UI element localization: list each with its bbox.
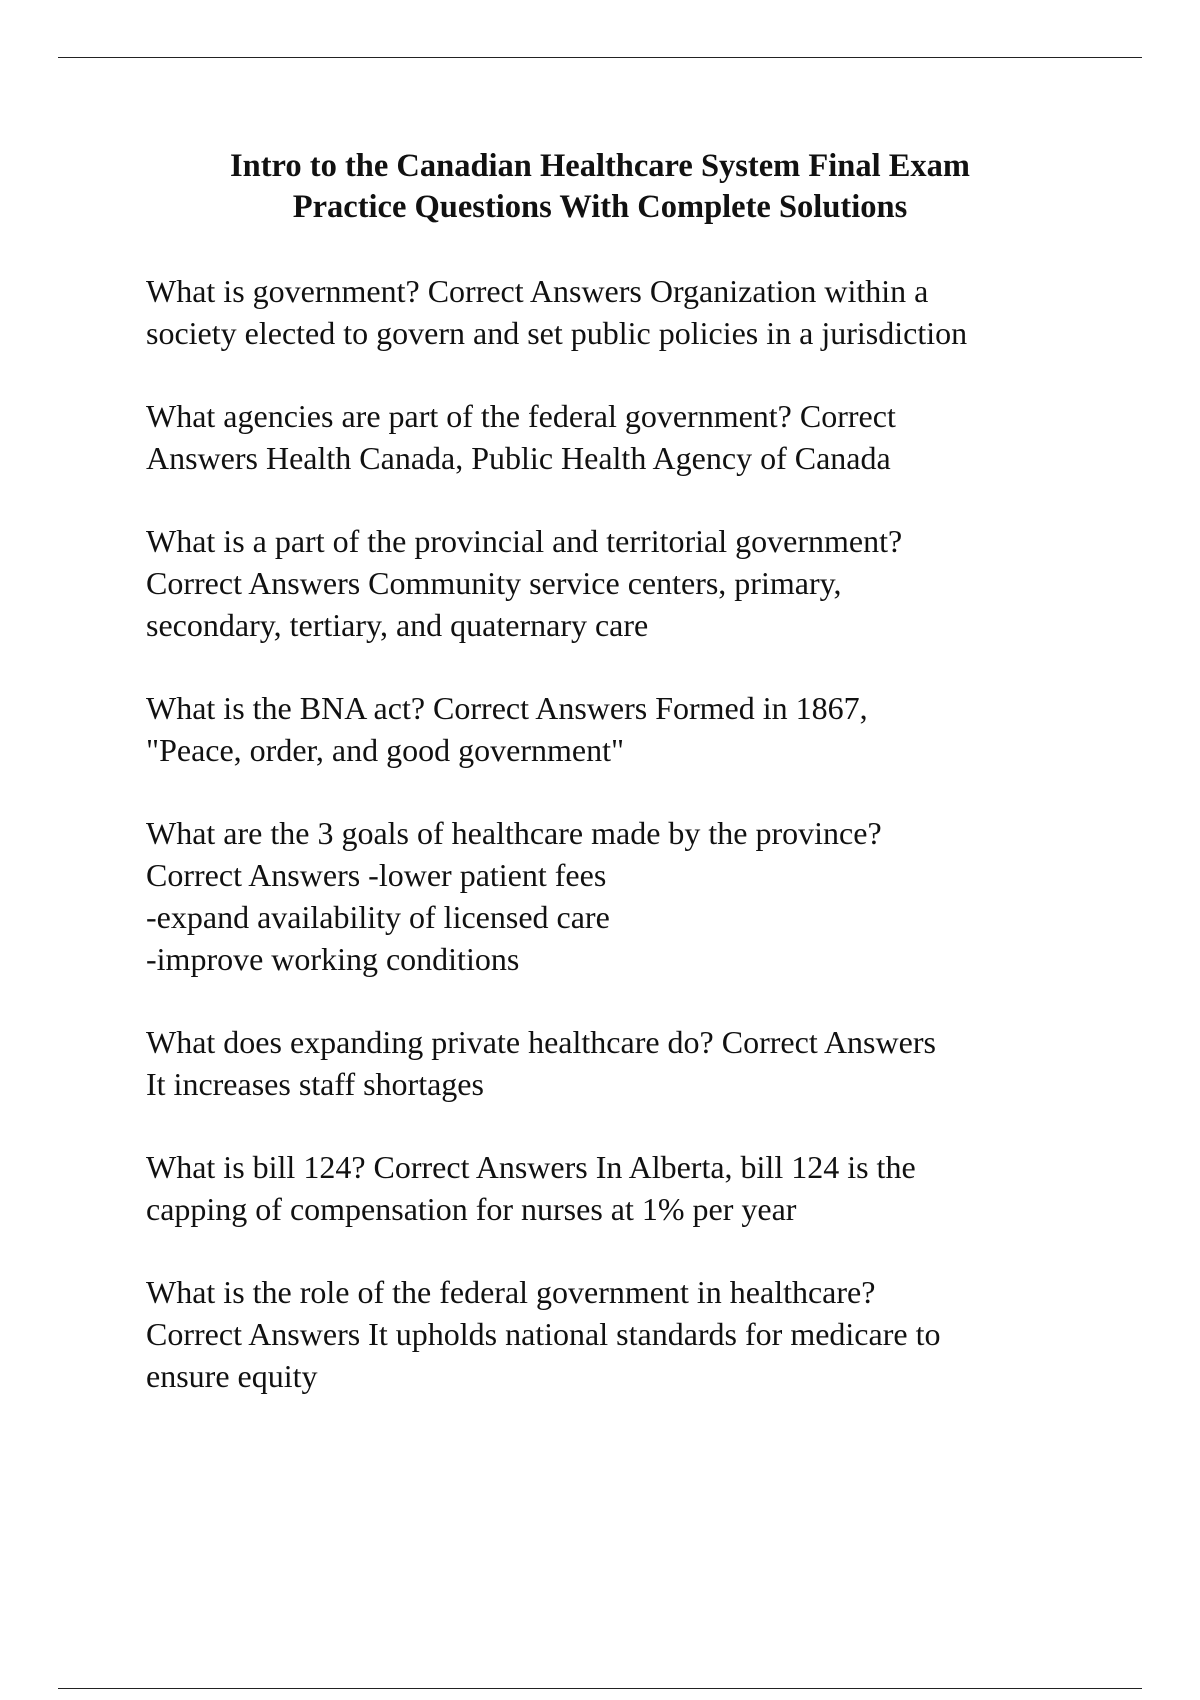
qa-line: What agencies are part of the federal government? Correct [146, 398, 896, 434]
qa-line: ensure equity [146, 1358, 318, 1394]
qa-item-provincial-territorial [146, 520, 1146, 646]
qa-line: "Peace, order, and good government" [146, 732, 625, 768]
bottom-rule [58, 1688, 1142, 1689]
qa-line: capping of compensation for nurses at 1% per year [146, 1191, 797, 1227]
qa-line: What does expanding private healthcare do? Correct Answers [146, 1024, 936, 1060]
question-answer-list [146, 270, 1146, 1438]
qa-item-federal-role [146, 1271, 1146, 1397]
qa-line: What is the role of the federal government in healthcare? [146, 1274, 876, 1310]
qa-line: Correct Answers It upholds national standards for medicare to [146, 1316, 941, 1352]
qa-line: Answers Health Canada, Public Health Agency of Canada [146, 440, 891, 476]
qa-item-private-healthcare [146, 1021, 1146, 1105]
qa-item-government [146, 270, 1146, 354]
document-title [100, 146, 1100, 228]
qa-line: What is a part of the provincial and territorial government? [146, 523, 903, 559]
qa-line: society elected to govern and set public policies in a jurisdiction [146, 315, 968, 351]
qa-line: What is bill 124? Correct Answers In Alberta, bill 124 is the [146, 1149, 916, 1185]
title-line: Intro to the Canadian Healthcare System Final Exam [230, 148, 970, 184]
qa-item-healthcare-goals [146, 812, 1146, 980]
qa-line: -improve working conditions [146, 941, 520, 977]
title-line: Practice Questions With Complete Solutions [292, 189, 908, 225]
qa-line: What is the BNA act? Correct Answers Formed in 1867, [146, 690, 868, 726]
qa-line: What is government? Correct Answers Organization within a [146, 273, 929, 309]
qa-line: secondary, tertiary, and quaternary care [146, 607, 649, 643]
qa-line: Correct Answers -lower patient fees [146, 857, 607, 893]
qa-item-bill-124 [146, 1146, 1146, 1230]
top-rule [58, 57, 1142, 58]
qa-line: What are the 3 goals of healthcare made by the province? [146, 815, 882, 851]
qa-item-federal-agencies [146, 395, 1146, 479]
qa-line: -expand availability of licensed care [146, 899, 610, 935]
qa-line: It increases staff shortages [146, 1066, 484, 1102]
qa-item-bna-act [146, 687, 1146, 771]
qa-line: Correct Answers Community service centers, primary, [146, 565, 842, 601]
